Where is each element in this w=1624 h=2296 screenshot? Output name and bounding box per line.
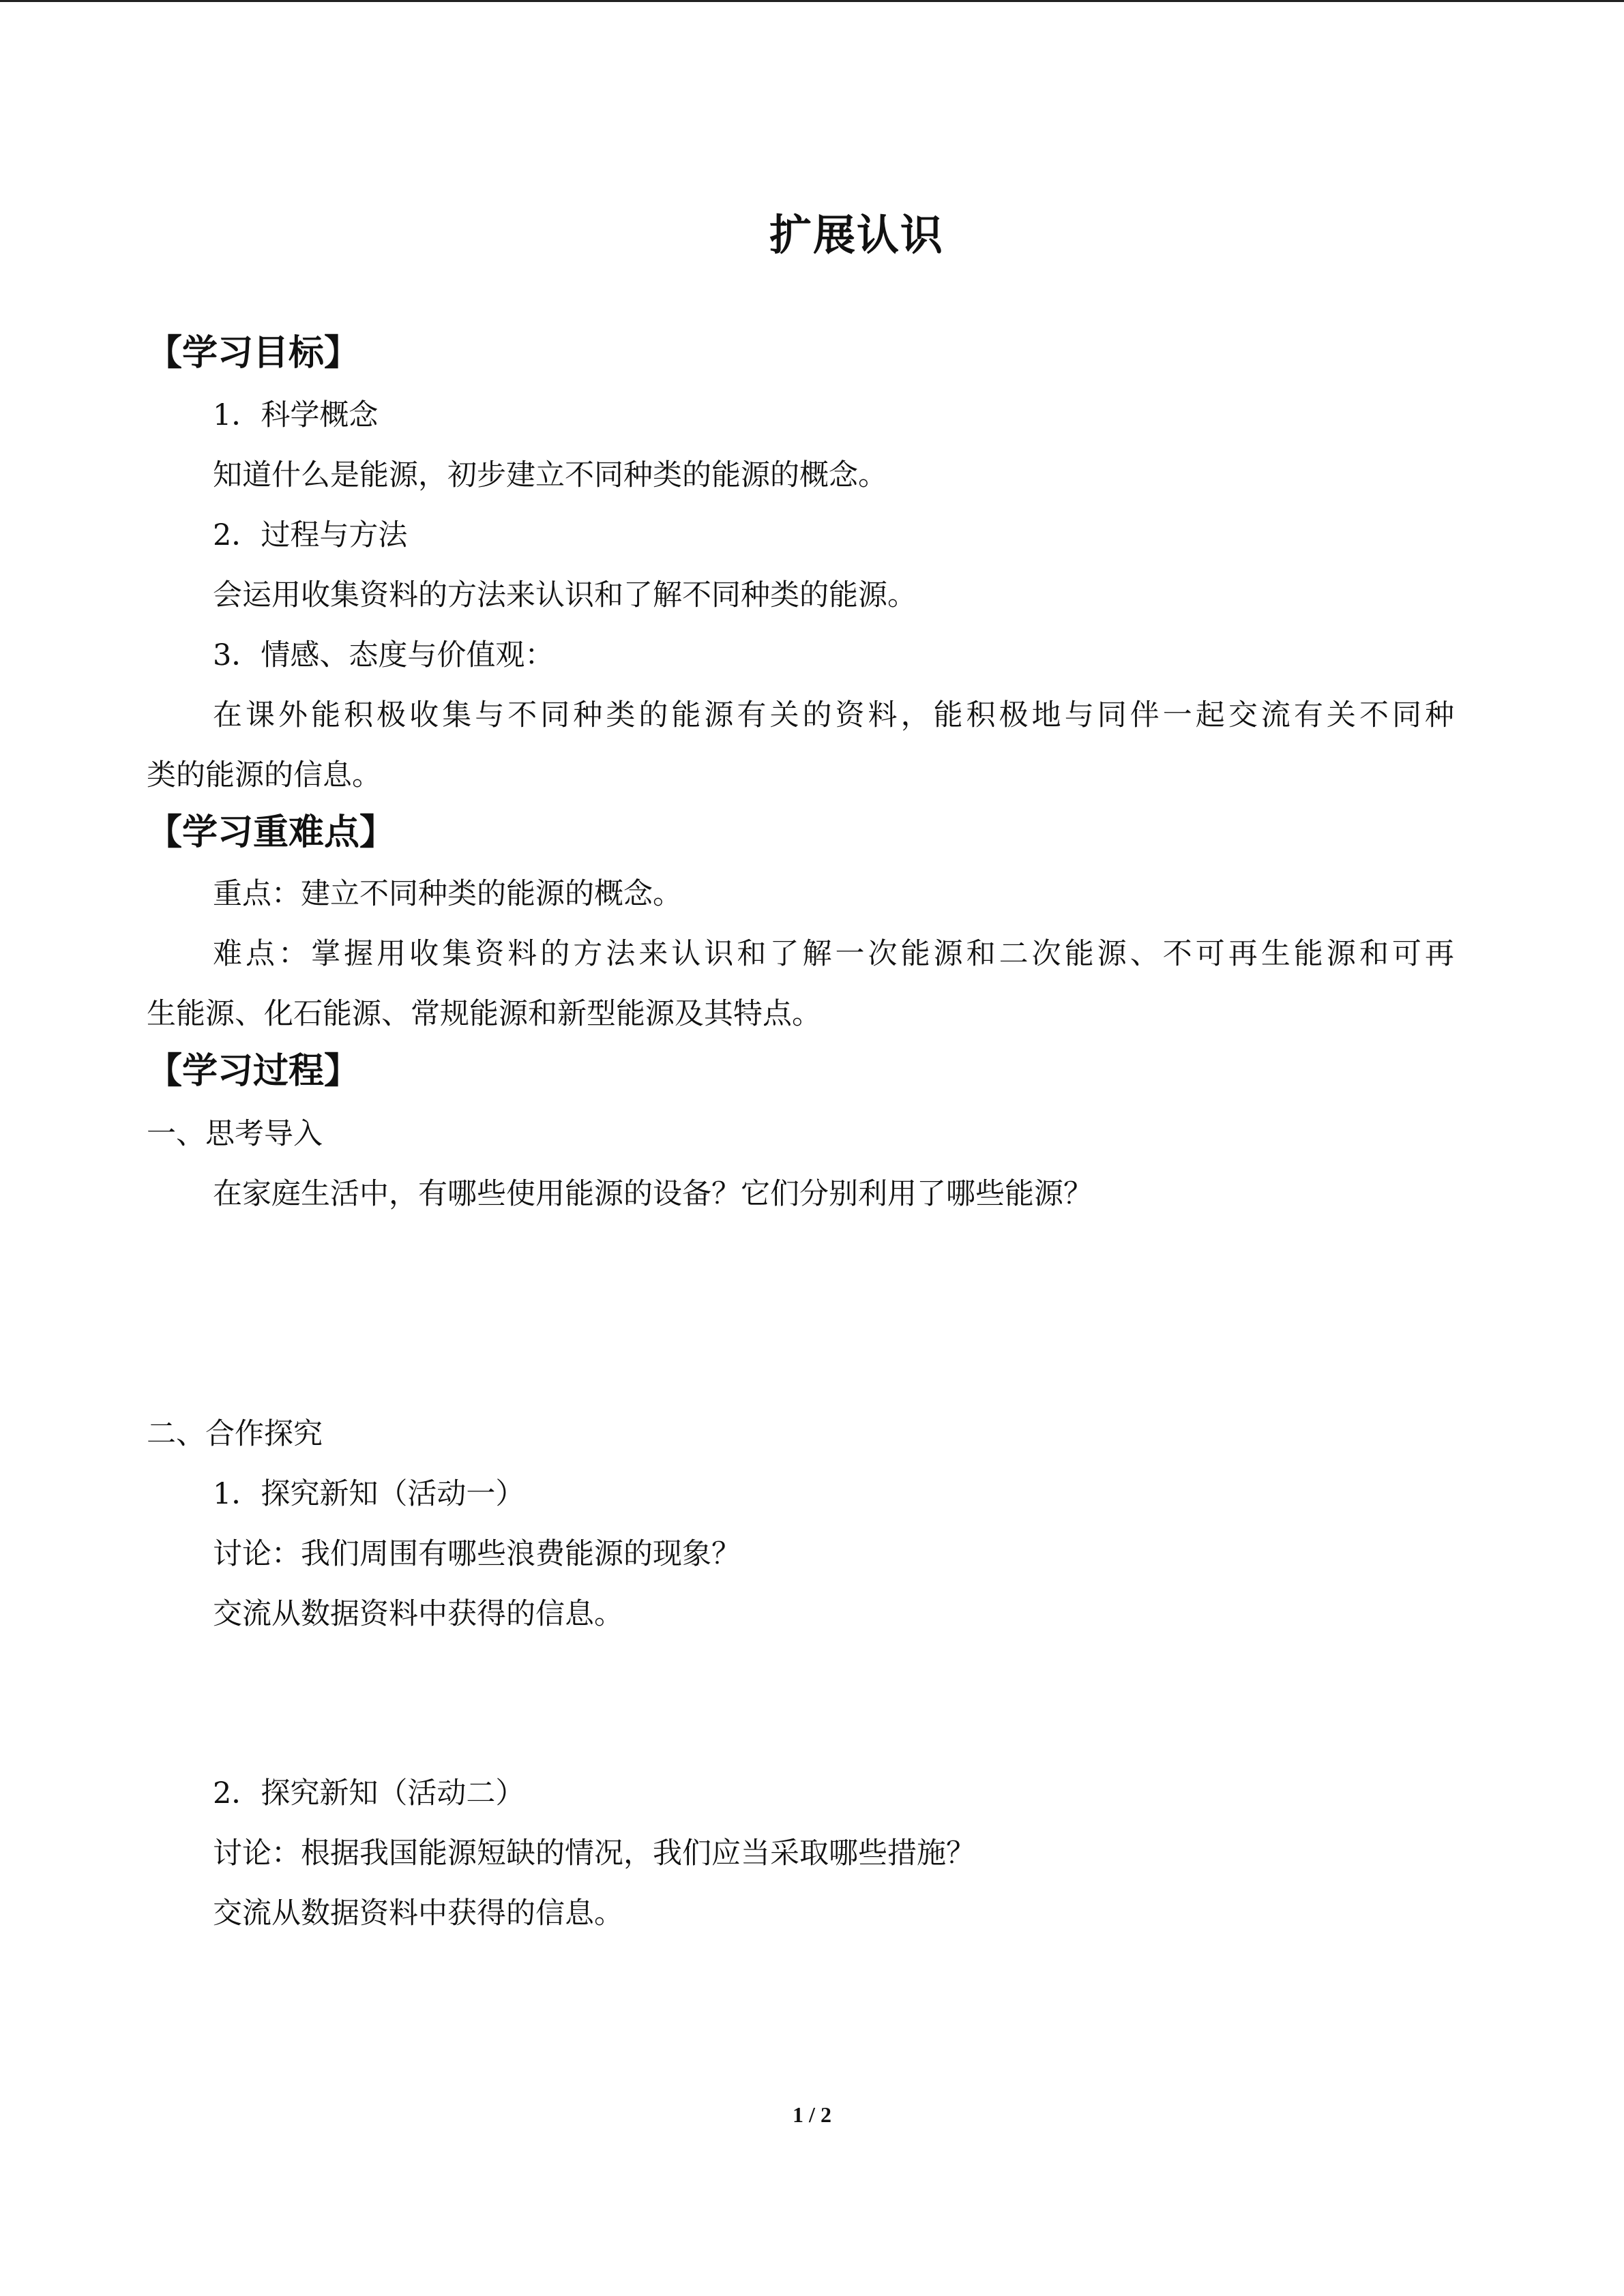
- activity1-title: 1．探究新知（活动一）: [213, 1477, 525, 1511]
- activity2-discussion: 讨论：根据我国能源短缺的情况，我们应当采取哪些措施？: [213, 1836, 975, 1870]
- objective-1-title: 1．科学概念: [213, 398, 379, 432]
- page-number: 1 / 2: [793, 2102, 831, 2127]
- activity1-discussion: 讨论：我们周围有哪些浪费能源的现象？: [213, 1537, 741, 1571]
- part1-title: 一、思考导入: [147, 1117, 323, 1151]
- difficulty-text-line1: 难点：掌握用收集资料的方法来认识和了解一次能源和二次能源、不可再生能源和可再: [213, 937, 1454, 971]
- objective-1-text: 知道什么是能源，初步建立不同种类的能源的概念。: [213, 458, 887, 492]
- objective-3-text-line2: 类的能源的信息。: [147, 758, 381, 792]
- objective-3-text-line1: 在课外能积极收集与不同种类的能源有关的资料，能积极地与同伴一起交流有关不同种: [213, 698, 1454, 732]
- part2-title: 二、合作探究: [147, 1417, 323, 1451]
- key-points-heading: 【学习重难点】: [147, 812, 396, 853]
- part1-text: 在家庭生活中，有哪些使用能源的设备？它们分别利用了哪些能源？: [213, 1177, 1093, 1211]
- activity2-exchange: 交流从数据资料中获得的信息。: [213, 1896, 623, 1930]
- objective-3-title: 3．情感、态度与价值观：: [213, 638, 555, 672]
- difficulty-text-line2: 生能源、化石能源、常规能源和新型能源及其特点。: [147, 997, 821, 1031]
- document-title: 扩展认识: [769, 210, 944, 260]
- process-heading: 【学习过程】: [147, 1051, 360, 1092]
- activity1-exchange: 交流从数据资料中获得的信息。: [213, 1597, 623, 1631]
- objectives-heading: 【学习目标】: [147, 333, 360, 374]
- objective-2-title: 2．过程与方法: [213, 518, 408, 552]
- objective-2-text: 会运用收集资料的方法来认识和了解不同种类的能源。: [213, 578, 917, 612]
- activity2-title: 2．探究新知（活动二）: [213, 1776, 525, 1810]
- focus-text: 重点：建立不同种类的能源的概念。: [213, 877, 682, 911]
